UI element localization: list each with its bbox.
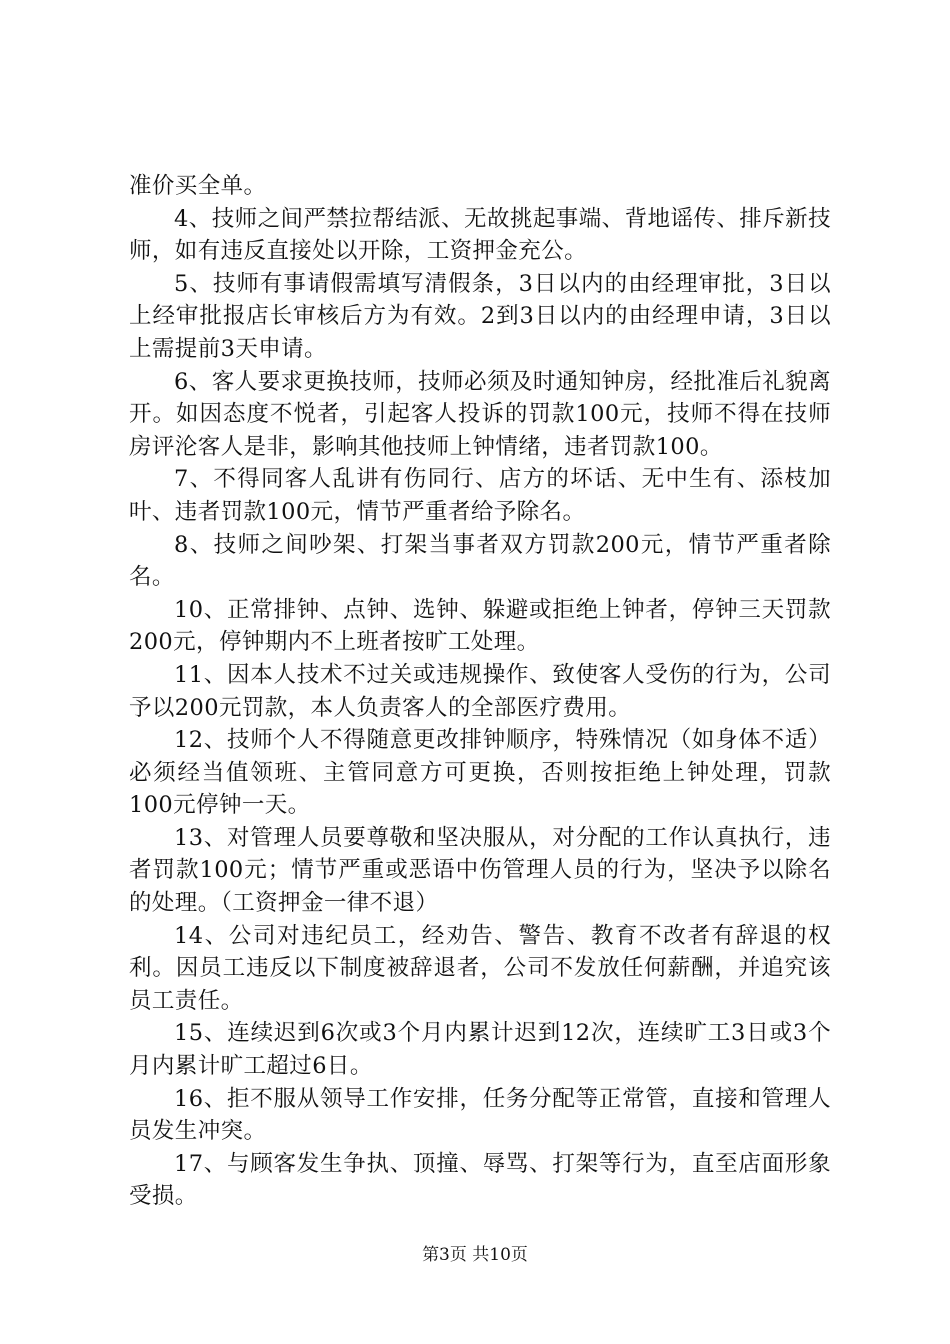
paragraph-rule-6: 6、客人要求更换技师，技师必须及时通知钟房，经批准后礼貌离开。如因态度不悦者，引起客人投诉的罚款100元，技师不得在技师房评沦客人是非，影响其他技师上钟情绪，违者罚款100。 xyxy=(129,368,831,460)
paragraph-rule-4: 4、技师之间严禁拉帮结派、无故挑起事端、背地谣传、排斥新技师，如有违反直接处以开除，工资押金充公。 xyxy=(129,205,831,265)
page-number-label: 第3页 共10页 xyxy=(422,1245,528,1265)
page-footer xyxy=(0,1244,950,1266)
paragraph-rule-11: 11、因本人技术不过关或违规操作、致使客人受伤的行为，公司予以200元罚款，本人负责客人的全部医疗费用。 xyxy=(129,661,831,721)
paragraph-continuation: 准价买全单。 xyxy=(129,173,267,199)
paragraph-rule-10: 10、正常排钟、点钟、选钟、躲避或拒绝上钟者，停钟三天罚款200元，停钟期内不上班者按旷工处理。 xyxy=(129,596,831,656)
paragraph-rule-8: 8、技师之间吵架、打架当事者双方罚款200元，情节严重者除名。 xyxy=(129,531,831,591)
paragraph-rule-15: 15、连续迟到6次或3个月内累计迟到12次，连续旷工3日或3个月内累计旷工超过6日。 xyxy=(129,1020,831,1080)
paragraph-rule-14: 14、公司对违纪员工，经劝告、警告、教育不改者有辞退的权利。因员工违反以下制度被辞退者，公司不发放任何薪酬，并追究该员工责任。 xyxy=(129,922,831,1014)
document-body xyxy=(129,170,831,1213)
paragraph-rule-17: 17、与顾客发生争执、顶撞、辱骂、打架等行为，直至店面形象受损。 xyxy=(129,1150,831,1210)
paragraph-rule-12: 12、技师个人不得随意更改排钟顺序，特殊情况（如身体不适）必须经当值领班、主管同意方可更换，否则按拒绝上钟处理，罚款100元停钟一天。 xyxy=(129,727,831,819)
paragraph-rule-7: 7、不得同客人乱讲有伤同行、店方的坏话、无中生有、添枝加叶、违者罚款100元，情节严重者给予除名。 xyxy=(129,466,831,525)
paragraph-rule-13: 13、对管理人员要尊敬和坚决服从，对分配的工作认真执行，违者罚款100元；情节严重或恶语中伤管理人员的行为，坚决予以除名的处理。（工资押金一律不退） xyxy=(129,824,831,917)
paragraph-rule-5: 5、技师有事请假需填写清假条，3日以内的由经理审批，3日以上经审批报店长审核后方为有效。2到3日以内的由经理申请，3日以上需提前3天申请。 xyxy=(129,270,831,362)
paragraph-rule-16: 16、拒不服从领导工作安排，任务分配等正常管，直接和管理人员发生冲突。 xyxy=(129,1085,831,1145)
